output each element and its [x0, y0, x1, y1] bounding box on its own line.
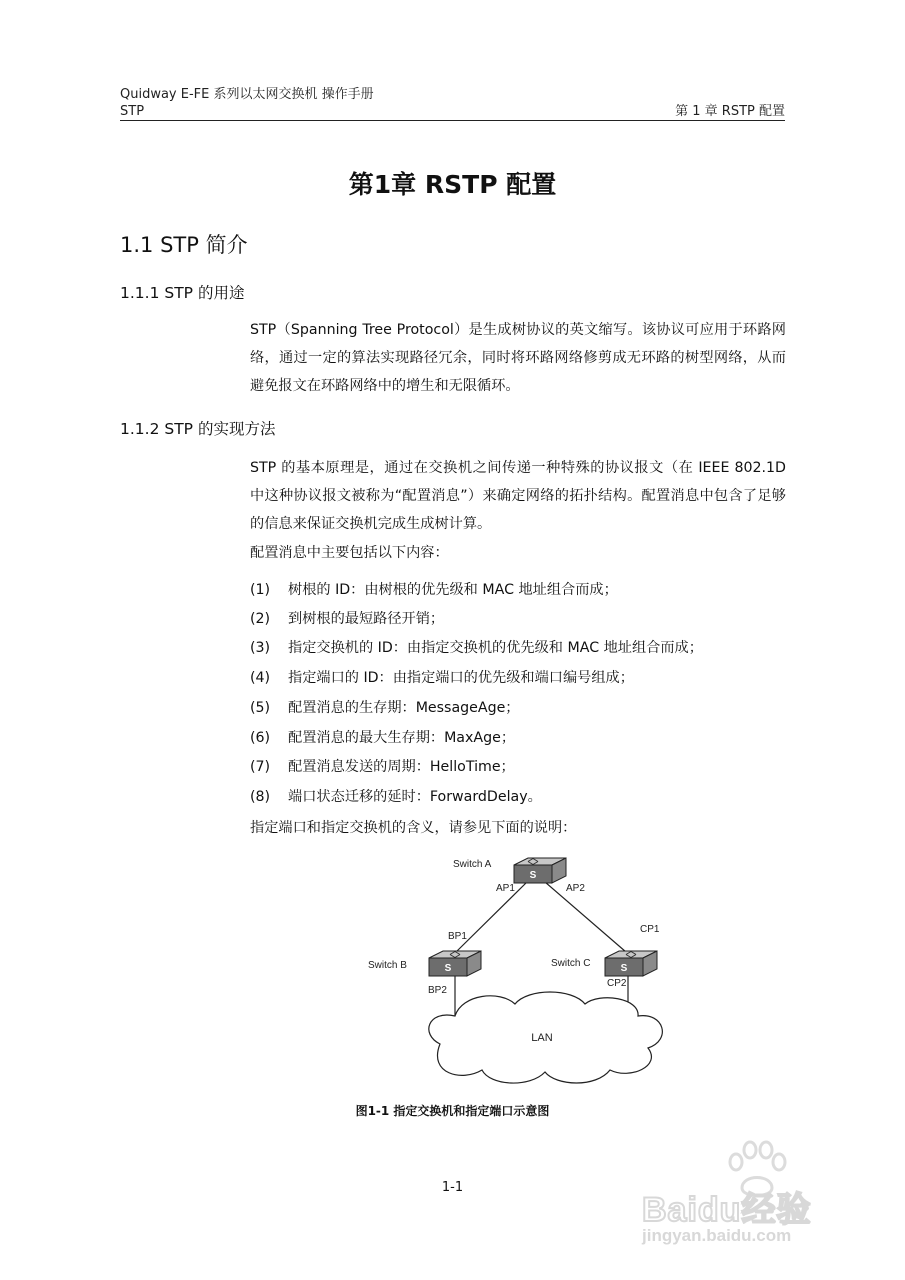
list-item-text: 配置消息的生存期：MessageAge；	[288, 700, 520, 716]
watermark-brand: Baidu经验	[642, 1191, 812, 1229]
switch-b-label: Switch B	[368, 960, 407, 971]
page-number: 1-1	[441, 1180, 464, 1195]
link-a-c	[545, 882, 626, 952]
port-ap1-label: AP1	[496, 883, 515, 894]
port-cp2-label: CP2	[607, 978, 627, 989]
section-1-1-1-title: 1.1.1 STP 的用途	[120, 284, 245, 302]
header-chapter-ref: 第 1 章 RSTP 配置	[675, 104, 785, 119]
section-1-1-2-title: 1.1.2 STP 的实现方法	[120, 420, 276, 438]
figure-caption: 图1-1 指定交换机和指定端口示意图	[355, 1104, 550, 1118]
list-item	[250, 726, 515, 750]
header-section: STP	[120, 104, 145, 119]
list-item-number: (8)	[250, 789, 271, 805]
switch-c-icon	[605, 951, 657, 976]
list-item	[250, 696, 520, 720]
list-item-number: (3)	[250, 640, 271, 656]
port-bp2-label: BP2	[428, 985, 447, 996]
list-item	[250, 636, 703, 660]
list-item-number: (5)	[250, 700, 271, 716]
stp-topology-diagram	[355, 848, 665, 1098]
section-1-1-1-body: STP（Spanning Tree Protocol）是生成树协议的英文缩写。该协议可应用于环路网络，通过一定的算法实现路径冗余，同时将环路网络修剪成无环路的树型网络，从而避免报文在环路网络中的增生和无限循环。	[250, 322, 786, 394]
list-item-text: 指定交换机的 ID：由指定交换机的优先级和 MAC 地址组合而成；	[288, 640, 703, 656]
list-item	[250, 578, 618, 602]
port-cp1-label: CP1	[640, 924, 660, 935]
section-1-1-2-body: STP 的基本原理是，通过在交换机之间传递一种特殊的协议报文（在 IEEE 802.1D 中这种协议报文被称为“配置消息”）来确定网络的拓扑结构。配置消息中包含了足够的信息来保证交换机完成生成树计算。	[250, 460, 786, 532]
list-item-text: 配置消息的最大生存期：MaxAge；	[288, 730, 516, 746]
list-item	[250, 607, 444, 631]
port-bp1-label: BP1	[448, 931, 467, 942]
list-item-text: 树根的 ID：由树根的优先级和 MAC 地址组合而成；	[288, 582, 618, 598]
list-item-text: 端口状态迁移的延时：ForwardDelay。	[288, 789, 542, 805]
list-item-number: (4)	[250, 670, 271, 686]
port-ap2-label: AP2	[566, 883, 585, 894]
switch-b-icon	[429, 951, 481, 976]
switch-a-icon	[514, 858, 566, 883]
list-item-text: 配置消息发送的周期：HelloTime；	[288, 759, 515, 775]
switch-a-label: Switch A	[453, 859, 492, 870]
list-item-number: (1)	[250, 582, 271, 598]
switch-c-mark: S	[620, 963, 628, 974]
switch-b-mark: S	[444, 963, 452, 974]
list-intro: 配置消息中主要包括以下内容：	[250, 545, 449, 561]
chapter-title: 第1章 RSTP 配置	[348, 170, 557, 199]
list-item-text: 指定端口的 ID：由指定端口的优先级和端口编号组成；	[288, 670, 634, 686]
switch-a-mark: S	[529, 870, 537, 881]
lan-label: LAN	[531, 1032, 553, 1044]
section-1-1-title: 1.1 STP 简介	[120, 233, 248, 257]
list-item-number: (2)	[250, 611, 271, 627]
baidu-watermark	[640, 1140, 870, 1250]
list-item-number: (6)	[250, 730, 271, 746]
list-item-text: 到树根的最短路径开销；	[288, 611, 445, 627]
figure-intro: 指定端口和指定交换机的含义，请参见下面的说明：	[250, 820, 577, 836]
list-item	[250, 755, 515, 779]
list-item-number: (7)	[250, 759, 271, 775]
watermark-url: jingyan.baidu.com	[642, 1226, 792, 1245]
list-item	[250, 785, 542, 809]
header-product: Quidway E-FE 系列以太网交换机 操作手册	[120, 87, 374, 102]
list-item	[250, 666, 634, 690]
header-rule	[120, 120, 785, 121]
switch-c-label: Switch C	[551, 958, 591, 969]
